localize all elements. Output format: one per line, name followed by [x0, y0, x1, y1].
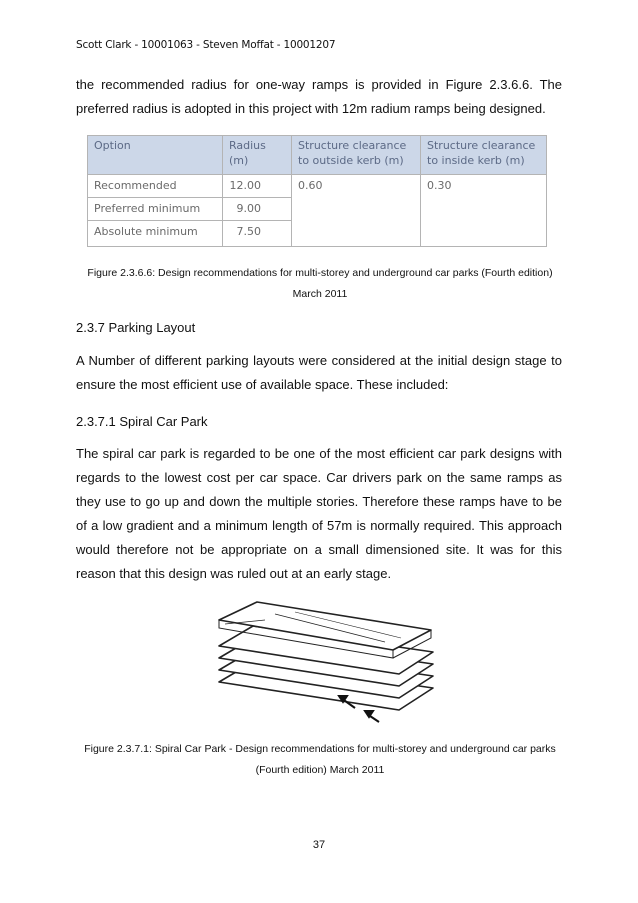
option-cell: Recommended: [88, 175, 223, 198]
subsection-paragraph: The spiral car park is regarded to be one of the most efficient car park designs with regards to the lowest cost per car space. Car drivers park on the same ramps as they use to go up and down the multiple stories. Therefore these ramps have to be of a low gradient and a minimum length of 57m is normally required. This approach would therefore not be appropriate on a small dimensioned site. It was for this reason that this design was ruled out at an early stage.: [76, 446, 562, 581]
table-caption: [70, 263, 570, 305]
radius-cell: 9.00: [223, 197, 292, 220]
figure-caption-line2: (Fourth edition) March 2011: [255, 764, 385, 776]
radius-cell: 7.50: [223, 220, 292, 246]
section-paragraph: A Number of different parking layouts were considered at the initial design stage to ensure the most efficient use of available space. These included:: [76, 353, 562, 392]
header-option: Option: [88, 136, 223, 175]
subsection-heading: 2.3.7.1 Spiral Car Park: [76, 414, 208, 429]
header-outside-kerb: Structure clearance to outside kerb (m): [292, 136, 421, 175]
header-radius: Radius (m): [223, 136, 292, 175]
intro-paragraph: the recommended radius for one-way ramps is provided in Figure 2.3.6.6. The preferred radius is adopted in this project with 12m radium ramps being designed.: [76, 77, 562, 116]
spiral-car-park-figure: [205, 598, 445, 728]
figure-caption: [70, 739, 570, 781]
section-heading: 2.3.7 Parking Layout: [76, 320, 196, 335]
option-cell: Preferred minimum: [88, 197, 223, 220]
figure-caption-line1: Figure 2.3.7.1: Spiral Car Park - Design recommendations for multi-storey and underground car parks: [84, 743, 556, 755]
header-inside-kerb: Structure clearance to inside kerb (m): [421, 136, 547, 175]
design-recommendations-table: [87, 135, 547, 247]
running-header: Scott Clark - 10001063 - Steven Moffat - 10001207: [76, 39, 336, 51]
table-header-row: [88, 136, 547, 175]
option-cell: Absolute minimum: [88, 220, 223, 246]
page-number: 37: [312, 839, 326, 851]
outside-kerb-cell: 0.60: [292, 175, 421, 247]
radius-cell: 12.00: [223, 175, 292, 198]
inside-kerb-cell: 0.30: [421, 175, 547, 247]
table-caption-line2: March 2011: [292, 288, 348, 300]
table-row: [88, 175, 547, 198]
table-caption-line1: Figure 2.3.6.6: Design recommendations for multi-storey and underground car parks (Fourth edition): [87, 267, 553, 279]
